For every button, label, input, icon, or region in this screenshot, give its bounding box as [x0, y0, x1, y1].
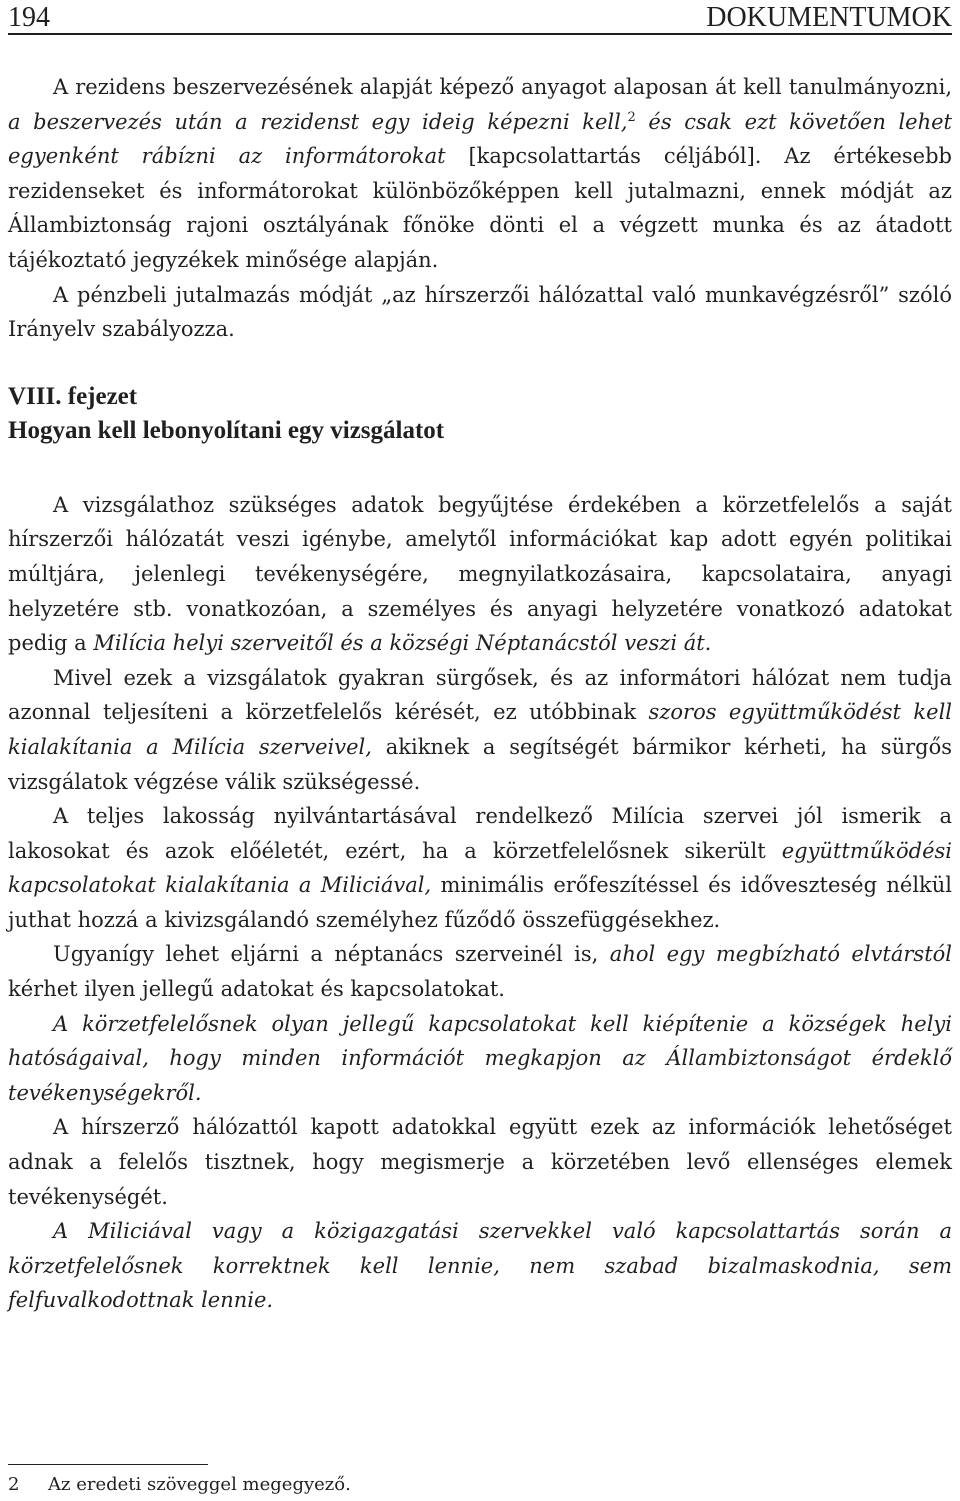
paragraph-9: A Miliciával vagy a közigazgatási szervekkel való kapcsolattartás során a körzetfelelősnek korrektnek kell lennie, nem szabad bizalmaskodnia, sem felfuvalkodottnak lennie.	[8, 1219, 952, 1313]
paragraph-6: Ugyanígy lehet eljárni a néptanács szerveinél is, ahol egy megbízható elvtárstól kérhet ilyen jellegű adatokat és kapcsolatokat.	[8, 942, 952, 1002]
paragraph-3: A vizsgálathoz szükséges adatok begyűjtése érdekében a körzetfelelős a saját hírszerzői hálózatát veszi igénybe, amelytől információkat kap adott egyén politikai múltjára, jelenlegi tevékenységére, megnyilatkozásaira, kapcsolataira, anyagi helyzetére stb. vonatkozóan, a személyes és anyagi helyzetére vonatkozó adatokat pedig a Milícia helyi szerveitől és a községi Néptanácstól veszi át.	[8, 492, 952, 656]
footnote-number: 2	[8, 1474, 20, 1495]
paragraph-1: A rezidens beszervezésének alapját képező anyagot alaposan át kell tanulmányozni, a beszervezés után a rezidenst egy ideig képezni kell,$^2$ és csak ezt követően lehet egyenként rábízni az informátorokat [kapcsolattartás céljából]. Az értékesebb rezidenseket és informátorokat különbözőképpen kell jutalmazni, ennek módját az Állambiztonság rajoni osztályának főnöke dönti el a végzett munka és az átadott tájékoztató jegyzékek minősége alapján.	[8, 75, 952, 272]
document-body	[8, 70, 952, 1318]
footnote-text: Az eredeti szöveggel megegyező.	[48, 1474, 351, 1495]
paragraph-5: A teljes lakosság nyilvántartásával rendelkező Milícia szervei jól ismerik a lakosokat és azok előéletét, ezért, ha a körzetfelelősnek sikerült együttműködési kapcsolatokat kialakítania a Miliciával, minimális erőfeszítéssel és időveszteség nélkül juthat hozzá a kivizsgálandó személyhez fűződő összefüggésekhez.	[8, 804, 953, 932]
footnote-ref: 2	[627, 109, 636, 125]
running-section-title: DOKUMENTUMOK	[706, 2, 952, 33]
page-header	[8, 0, 952, 35]
footnote-divider	[8, 1464, 208, 1465]
paragraph-8: A hírszerző hálózattól kapott adatokkal együtt ezek az információk lehetőséget adnak a felelős tisztnek, hogy megismerje a körzetében levő ellenséges elemek tevékenységét.	[8, 1115, 952, 1209]
page-number: 194	[8, 2, 50, 33]
footnote	[8, 1473, 351, 1497]
paragraph-7: A körzetfelelősnek olyan jellegű kapcsolatokat kell kiépítenie a községek helyi hatóságaival, hogy minden információt megkapjon az Állambiztonságot érdeklő tevékenységekről.	[8, 1011, 952, 1105]
paragraph-2: A pénzbeli jutalmazás módját „az hírszerzői hálózattal való munkavégzésről” szóló Irányelv szabályozza.	[8, 282, 952, 342]
paragraph-4: Mivel ezek a vizsgálatok gyakran sürgősek, és az informátori hálózat nem tudja azonnal teljesíteni a körzetfelelős kérését, ez utóbbinak szoros együttműködést kell kialakítania a Milícia szerveivel, akiknek a segítségét bármikor kérheti, ha sürgős vizsgálatok végzése válik szükségessé.	[8, 665, 953, 794]
chapter-title: Hogyan kell lebonyolítani egy vizsgálatot	[8, 416, 445, 444]
chapter-number: VIII. fejezet	[8, 382, 138, 410]
